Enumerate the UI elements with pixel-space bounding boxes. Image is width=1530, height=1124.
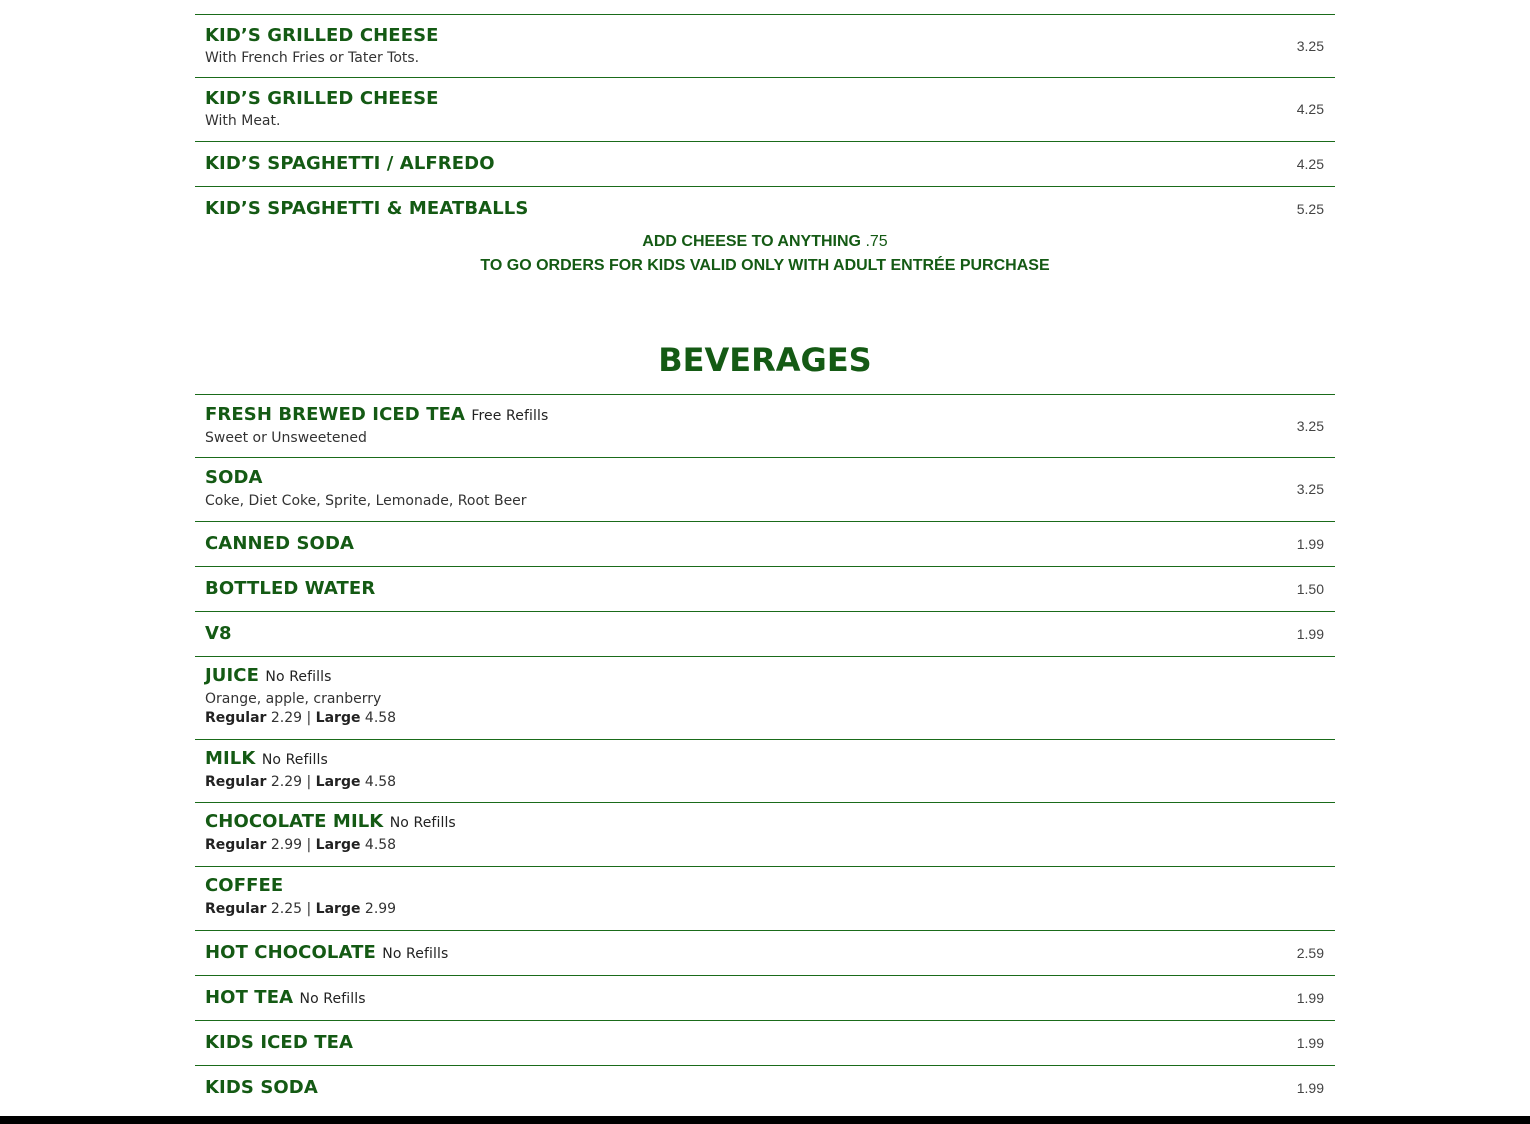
item-name: HOT TEA No Refills [205, 987, 366, 1008]
menu-item [195, 867, 1335, 931]
item-price: 4.25 [1296, 101, 1324, 117]
menu-item [195, 458, 1335, 522]
menu-item [195, 142, 1335, 187]
item-description: With Meat. [205, 113, 281, 129]
item-price: 1.99 [1296, 1035, 1324, 1051]
item-price: 3.25 [1296, 38, 1324, 54]
item-description: Sweet or Unsweetened [205, 430, 367, 446]
item-price: 1.99 [1296, 536, 1324, 552]
item-note: No Refills [382, 946, 449, 962]
item-name: CANNED SODA [205, 533, 355, 554]
notice-text: ADD CHEESE TO ANYTHING [642, 233, 861, 250]
menu-item [195, 1066, 1335, 1111]
bottom-bar [0, 1116, 1530, 1124]
item-name: KID’S GRILLED CHEESE [205, 88, 439, 109]
item-name: KID’S SPAGHETTI & MEATBALLS [205, 198, 529, 219]
item-description: Coke, Diet Coke, Sprite, Lemonade, Root Beer [205, 493, 527, 509]
item-name: KID’S GRILLED CHEESE [205, 25, 439, 46]
item-name: MILK No Refills [205, 748, 328, 769]
section-title: BEVERAGES [658, 341, 872, 379]
item-note: No Refills [389, 815, 456, 831]
menu-item [195, 187, 1335, 227]
menu-item [195, 15, 1335, 78]
item-name: CHOCOLATE MILK No Refills [205, 811, 456, 832]
item-price: 1.99 [1296, 990, 1324, 1006]
item-note: No Refills [299, 991, 366, 1007]
size-prices: Regular 2.99 | Large 4.58 [205, 837, 397, 853]
menu-item [195, 803, 1335, 867]
menu-item [195, 395, 1335, 458]
item-price: 2.59 [1296, 945, 1324, 961]
size-prices: Regular 2.29 | Large 4.58 [205, 774, 397, 790]
item-price: 4.25 [1296, 156, 1324, 172]
item-price: 3.25 [1296, 418, 1324, 434]
item-price: 3.25 [1296, 481, 1324, 497]
menu-item [195, 931, 1335, 976]
item-name: JUICE No Refills [205, 665, 332, 686]
menu-item [195, 567, 1335, 612]
item-name: COFFEE [205, 875, 284, 896]
item-name: V8 [205, 623, 232, 644]
item-name: SODA [205, 467, 263, 488]
item-name: KIDS ICED TEA [205, 1032, 354, 1053]
item-description: With French Fries or Tater Tots. [205, 50, 420, 66]
item-name: KID’S SPAGHETTI / ALFREDO [205, 153, 495, 174]
item-name: HOT CHOCOLATE No Refills [205, 942, 449, 963]
menu-item [195, 657, 1335, 740]
item-price: 5.25 [1296, 201, 1324, 217]
menu-item [195, 976, 1335, 1021]
item-name: FRESH BREWED ICED TEA Free Refills [205, 404, 549, 425]
item-price: 1.99 [1296, 626, 1324, 642]
item-note: Free Refills [471, 408, 549, 424]
item-note: No Refills [265, 669, 332, 685]
notice-price: .75 [865, 233, 888, 250]
menu-item [195, 1021, 1335, 1066]
menu-item [195, 522, 1335, 567]
to-go-notice: TO GO ORDERS FOR KIDS VALID ONLY WITH ADULT ENTRÉE PURCHASE [480, 257, 1050, 274]
menu-item [195, 740, 1335, 803]
menu-item [195, 78, 1335, 142]
item-name: KIDS SODA [205, 1077, 318, 1098]
item-name: BOTTLED WATER [205, 578, 376, 599]
size-prices: Regular 2.29 | Large 4.58 [205, 710, 397, 726]
item-description: Orange, apple, cranberry [205, 691, 382, 707]
add-cheese-notice [195, 233, 1335, 251]
item-price: 1.99 [1296, 1080, 1324, 1096]
item-price: 1.50 [1296, 581, 1324, 597]
size-prices: Regular 2.25 | Large 2.99 [205, 901, 397, 917]
item-note: No Refills [261, 752, 328, 768]
menu-item [195, 612, 1335, 657]
